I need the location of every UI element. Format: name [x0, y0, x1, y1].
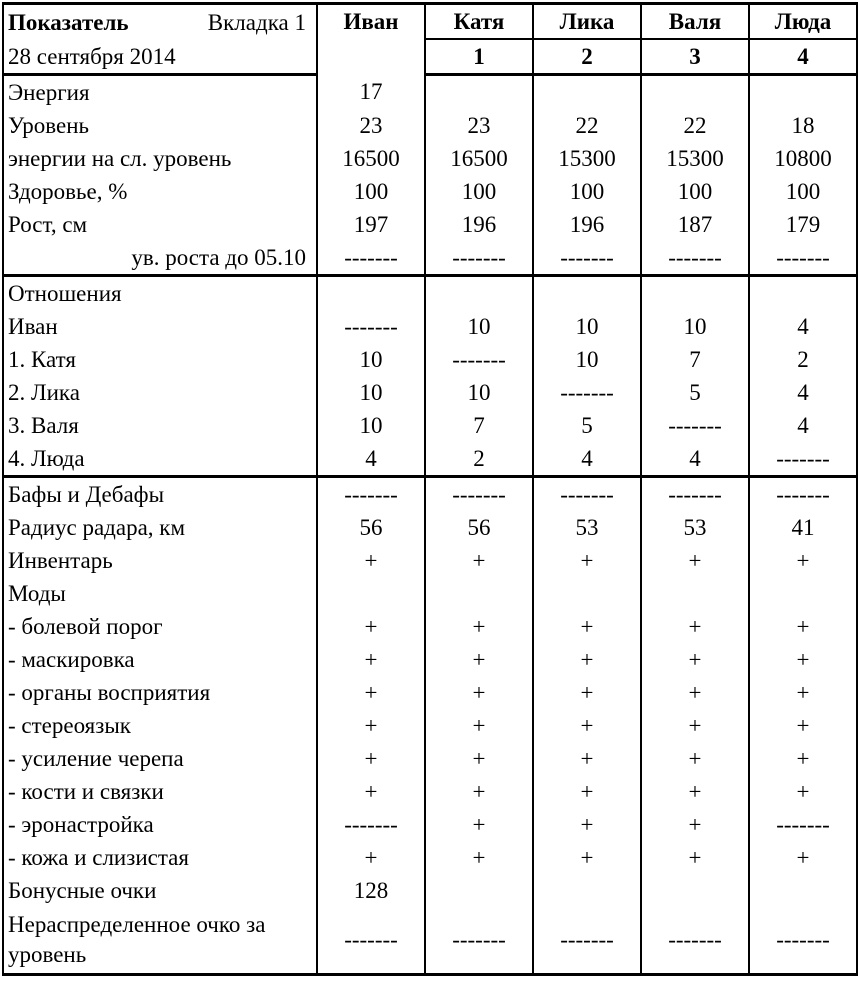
- table-row: [3, 241, 857, 276]
- value-cell: -------: [749, 808, 857, 841]
- value-cell: [533, 276, 641, 311]
- value-cell: 100: [317, 175, 425, 208]
- value-cell: 4: [749, 376, 857, 409]
- header-number-row: [3, 39, 857, 75]
- row-label: Уровень: [3, 109, 317, 142]
- table-row: [3, 276, 857, 311]
- date-cell: 28 сентября 2014: [3, 39, 317, 75]
- value-cell: +: [641, 841, 749, 874]
- value-cell: +: [533, 709, 641, 742]
- value-cell: +: [425, 742, 533, 775]
- value-cell: -------: [425, 907, 533, 975]
- value-cell: +: [425, 775, 533, 808]
- table-row: [3, 409, 857, 442]
- row-label: 1. Катя: [3, 343, 317, 376]
- name-header-ivan: Иван: [317, 4, 425, 75]
- table-row: [3, 442, 857, 477]
- value-cell: [425, 874, 533, 907]
- row-label: 3. Валя: [3, 409, 317, 442]
- value-cell: 187: [641, 208, 749, 241]
- value-cell: 10: [317, 376, 425, 409]
- value-cell: +: [533, 742, 641, 775]
- row-label: Нераспределенное очко за уровень: [3, 907, 317, 975]
- value-cell: +: [425, 610, 533, 643]
- indicator-header-cell: [3, 4, 317, 40]
- row-label: Иван: [3, 310, 317, 343]
- value-cell: [533, 874, 641, 907]
- value-cell: 53: [641, 511, 749, 544]
- value-cell: 197: [317, 208, 425, 241]
- value-cell: +: [317, 775, 425, 808]
- value-cell: 10: [317, 409, 425, 442]
- value-cell: +: [317, 709, 425, 742]
- value-cell: [749, 874, 857, 907]
- row-label: Радиус радара, км: [3, 511, 317, 544]
- value-cell: 4: [641, 442, 749, 477]
- value-cell: 4: [317, 442, 425, 477]
- table-row: [3, 310, 857, 343]
- value-cell: [749, 577, 857, 610]
- row-label: 4. Люда: [3, 442, 317, 477]
- table-row: [3, 775, 857, 808]
- table-row: [3, 841, 857, 874]
- value-cell: 100: [641, 175, 749, 208]
- table-row: [3, 175, 857, 208]
- number-header-lyuda: 4: [749, 39, 857, 75]
- value-cell: 196: [533, 208, 641, 241]
- value-cell: 56: [425, 511, 533, 544]
- value-cell: +: [317, 742, 425, 775]
- value-cell: 100: [749, 175, 857, 208]
- value-cell: 4: [749, 310, 857, 343]
- row-label: ув. роста до 05.10: [3, 241, 317, 276]
- value-cell: +: [317, 841, 425, 874]
- stats-table-body: [3, 4, 857, 975]
- row-label: - органы восприятия: [3, 676, 317, 709]
- value-cell: 22: [641, 109, 749, 142]
- number-header-katya: 1: [425, 39, 533, 75]
- value-cell: +: [749, 643, 857, 676]
- value-cell: -------: [749, 241, 857, 276]
- value-cell: [425, 276, 533, 311]
- value-cell: 56: [317, 511, 425, 544]
- value-cell: +: [425, 643, 533, 676]
- value-cell: +: [641, 610, 749, 643]
- value-cell: 196: [425, 208, 533, 241]
- row-label: Бонусные очки: [3, 874, 317, 907]
- value-cell: [641, 75, 749, 110]
- value-cell: [425, 75, 533, 110]
- value-cell: +: [749, 841, 857, 874]
- value-cell: [641, 276, 749, 311]
- value-cell: 23: [425, 109, 533, 142]
- value-cell: +: [425, 709, 533, 742]
- table-row: [3, 742, 857, 775]
- value-cell: 5: [533, 409, 641, 442]
- table-row: [3, 544, 857, 577]
- value-cell: 16500: [425, 142, 533, 175]
- value-cell: 18: [749, 109, 857, 142]
- value-cell: 17: [317, 75, 425, 110]
- value-cell: +: [317, 643, 425, 676]
- name-header-lyuda: Люда: [749, 4, 857, 40]
- table-row: [3, 907, 857, 975]
- value-cell: -------: [641, 477, 749, 512]
- value-cell: 23: [317, 109, 425, 142]
- value-cell: -------: [749, 907, 857, 975]
- row-label: - кости и связки: [3, 775, 317, 808]
- row-label: Рост, см: [3, 208, 317, 241]
- value-cell: -------: [533, 241, 641, 276]
- value-cell: [641, 577, 749, 610]
- value-cell: +: [749, 676, 857, 709]
- value-cell: [425, 577, 533, 610]
- value-cell: 5: [641, 376, 749, 409]
- number-header-lika: 2: [533, 39, 641, 75]
- table-row: [3, 511, 857, 544]
- value-cell: +: [533, 775, 641, 808]
- name-header-lika: Лика: [533, 4, 641, 40]
- value-cell: -------: [641, 409, 749, 442]
- header-row: [3, 4, 857, 40]
- value-cell: +: [317, 544, 425, 577]
- name-header-katya: Катя: [425, 4, 533, 40]
- value-cell: -------: [749, 477, 857, 512]
- row-label: Здоровье, %: [3, 175, 317, 208]
- value-cell: +: [533, 544, 641, 577]
- value-cell: 22: [533, 109, 641, 142]
- row-label: энергии на сл. уровень: [3, 142, 317, 175]
- table-row: [3, 808, 857, 841]
- value-cell: +: [641, 544, 749, 577]
- value-cell: +: [641, 808, 749, 841]
- row-label: Моды: [3, 577, 317, 610]
- value-cell: +: [641, 676, 749, 709]
- table-row: [3, 577, 857, 610]
- value-cell: +: [317, 610, 425, 643]
- table-row: [3, 709, 857, 742]
- value-cell: [641, 874, 749, 907]
- row-label: - кожа и слизистая: [3, 841, 317, 874]
- value-cell: 53: [533, 511, 641, 544]
- value-cell: -------: [425, 241, 533, 276]
- table-row: [3, 376, 857, 409]
- row-label: Инвентарь: [3, 544, 317, 577]
- table-row: [3, 643, 857, 676]
- row-label: 2. Лика: [3, 376, 317, 409]
- value-cell: +: [425, 544, 533, 577]
- value-cell: -------: [425, 477, 533, 512]
- value-cell: [317, 276, 425, 311]
- table-row: [3, 142, 857, 175]
- value-cell: 4: [533, 442, 641, 477]
- value-cell: 15300: [533, 142, 641, 175]
- table-row: [3, 477, 857, 512]
- table-row: [3, 208, 857, 241]
- row-label: - маскировка: [3, 643, 317, 676]
- value-cell: 10: [533, 310, 641, 343]
- number-header-valya: 3: [641, 39, 749, 75]
- value-cell: -------: [317, 310, 425, 343]
- value-cell: +: [533, 808, 641, 841]
- value-cell: [749, 75, 857, 110]
- value-cell: +: [317, 676, 425, 709]
- value-cell: -------: [317, 907, 425, 975]
- value-cell: 16500: [317, 142, 425, 175]
- row-label: - болевой порог: [3, 610, 317, 643]
- value-cell: 10: [317, 343, 425, 376]
- value-cell: -------: [533, 376, 641, 409]
- value-cell: +: [533, 676, 641, 709]
- value-cell: +: [749, 709, 857, 742]
- value-cell: +: [749, 544, 857, 577]
- value-cell: [317, 577, 425, 610]
- table-row: [3, 874, 857, 907]
- value-cell: +: [641, 709, 749, 742]
- value-cell: 100: [533, 175, 641, 208]
- value-cell: 15300: [641, 142, 749, 175]
- value-cell: [533, 75, 641, 110]
- value-cell: +: [533, 610, 641, 643]
- value-cell: +: [749, 610, 857, 643]
- value-cell: 10: [425, 376, 533, 409]
- table-row: [3, 610, 857, 643]
- value-cell: -------: [317, 477, 425, 512]
- table-row: [3, 676, 857, 709]
- row-label: Бафы и Дебафы: [3, 477, 317, 512]
- indicator-label: Показатель: [8, 9, 129, 35]
- value-cell: 179: [749, 208, 857, 241]
- value-cell: -------: [749, 442, 857, 477]
- value-cell: 2: [425, 442, 533, 477]
- value-cell: +: [749, 775, 857, 808]
- value-cell: 41: [749, 511, 857, 544]
- value-cell: +: [641, 643, 749, 676]
- value-cell: -------: [533, 907, 641, 975]
- value-cell: -------: [641, 907, 749, 975]
- value-cell: -------: [317, 808, 425, 841]
- value-cell: +: [425, 808, 533, 841]
- value-cell: -------: [533, 477, 641, 512]
- row-label: Энергия: [3, 75, 317, 110]
- value-cell: [749, 276, 857, 311]
- value-cell: 2: [749, 343, 857, 376]
- stats-table: [2, 2, 858, 976]
- value-cell: 4: [749, 409, 857, 442]
- value-cell: 10: [533, 343, 641, 376]
- value-cell: +: [641, 742, 749, 775]
- value-cell: 7: [425, 409, 533, 442]
- tab-label: Вкладка 1: [207, 9, 306, 35]
- value-cell: 7: [641, 343, 749, 376]
- value-cell: -------: [317, 241, 425, 276]
- value-cell: +: [425, 676, 533, 709]
- row-label: - усиление черепа: [3, 742, 317, 775]
- value-cell: 128: [317, 874, 425, 907]
- value-cell: -------: [425, 343, 533, 376]
- row-label: - стереоязык: [3, 709, 317, 742]
- value-cell: -------: [641, 241, 749, 276]
- row-label: Отношения: [3, 276, 317, 311]
- table-row: [3, 343, 857, 376]
- value-cell: +: [641, 775, 749, 808]
- value-cell: +: [425, 841, 533, 874]
- value-cell: +: [749, 742, 857, 775]
- value-cell: 100: [425, 175, 533, 208]
- name-header-valya: Валя: [641, 4, 749, 40]
- value-cell: 10800: [749, 142, 857, 175]
- table-row: [3, 109, 857, 142]
- value-cell: +: [533, 841, 641, 874]
- value-cell: [533, 577, 641, 610]
- row-label: - эронастройка: [3, 808, 317, 841]
- value-cell: 10: [425, 310, 533, 343]
- value-cell: 10: [641, 310, 749, 343]
- value-cell: +: [533, 643, 641, 676]
- table-row: [3, 75, 857, 110]
